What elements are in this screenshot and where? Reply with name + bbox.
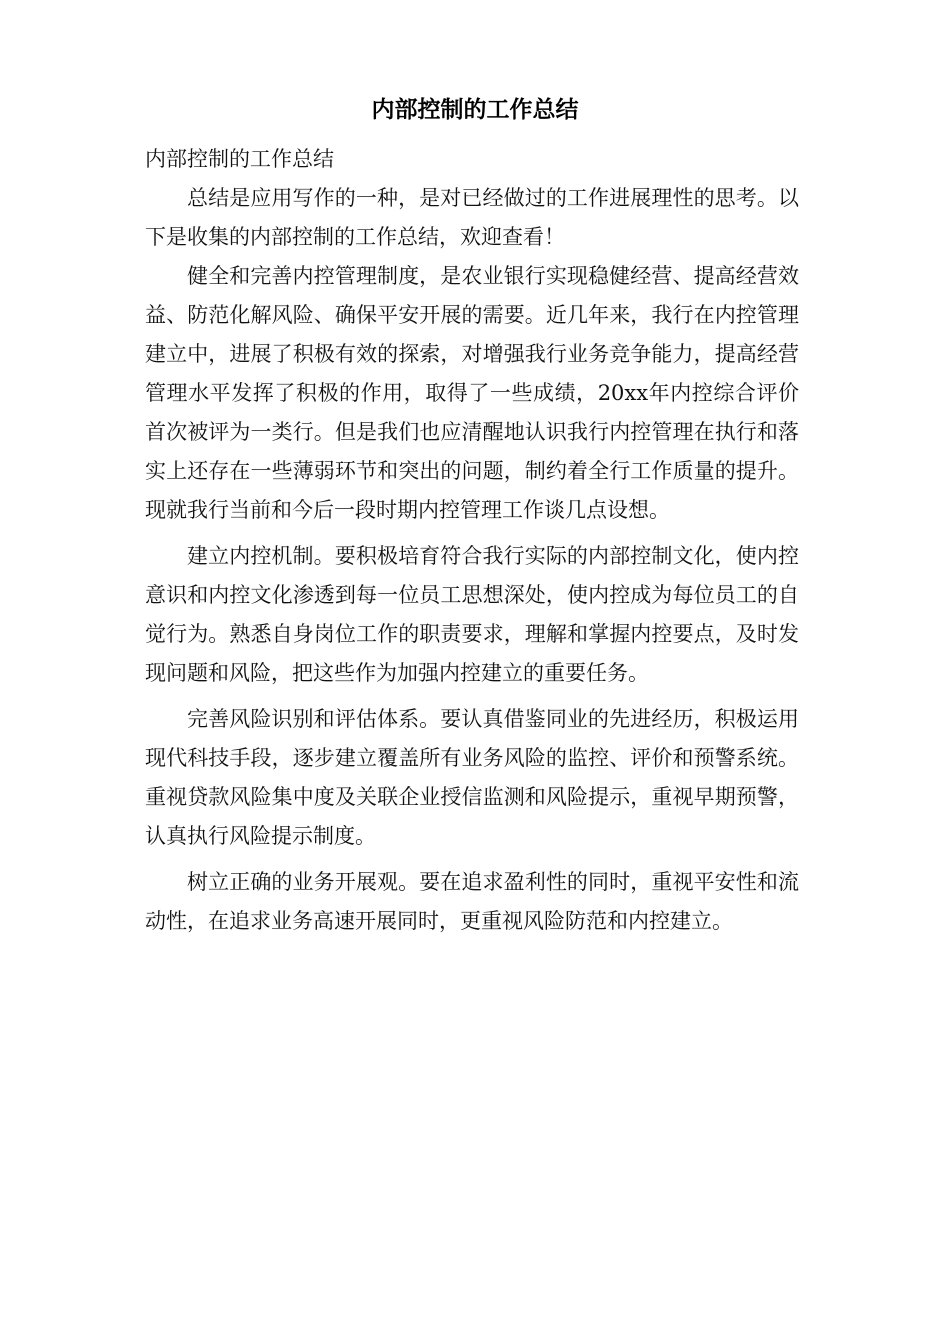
- paragraph-mechanism: 建立内控机制。要积极培育符合我行实际的内部控制文化，使内控意识和内控文化渗透到每一位员工思想深处，使内控成为每位员工的自觉行为。熟悉自身岗位工作的职责要求，理解和掌握内控要点，及时发现问题和风险，把这些作为加强内控建立的重要任务。: [145, 544, 799, 685]
- paragraph-business-view: 树立正确的业务开展观。要在追求盈利性的同时，重视平安性和流动性，在追求业务高速开展同时，更重视风险防范和内控建立。: [145, 870, 799, 933]
- paragraph-intro: 总结是应用写作的一种，是对已经做过的工作进展理性的思考。以下是收集的内部控制的工作总结，欢迎查看！: [145, 186, 799, 249]
- document-subtitle: 内部控制的工作总结: [145, 147, 334, 171]
- paragraph-risk-system: 完善风险识别和评估体系。要认真借鉴同业的先进经历，积极运用现代科技手段，逐步建立覆盖所有业务风险的监控、评价和预警系统。重视贷款风险集中度及关联企业授信监测和风险提示，重视早期预警，认真执行风险提示制度。: [145, 707, 799, 848]
- paragraph-background: 健全和完善内控管理制度，是农业银行实现稳健经营、提高经营效益、防范化解风险、确保平安开展的需要。近几年来，我行在内控管理建立中，进展了积极有效的探索，对增强我行业务竞争能力，提高经营管理水平发挥了积极的作用，取得了一些成绩，20xx年内控综合评价首次被评为一类行。但是我们也应清醒地认识我行内控管理在执行和落实上还存在一些薄弱环节和突出的问题，制约着全行工作质量的提升。现就我行当前和今后一段时期内控管理工作谈几点设想。: [145, 264, 799, 522]
- document-body: [145, 140, 799, 941]
- document-title: 内部控制的工作总结: [371, 97, 579, 123]
